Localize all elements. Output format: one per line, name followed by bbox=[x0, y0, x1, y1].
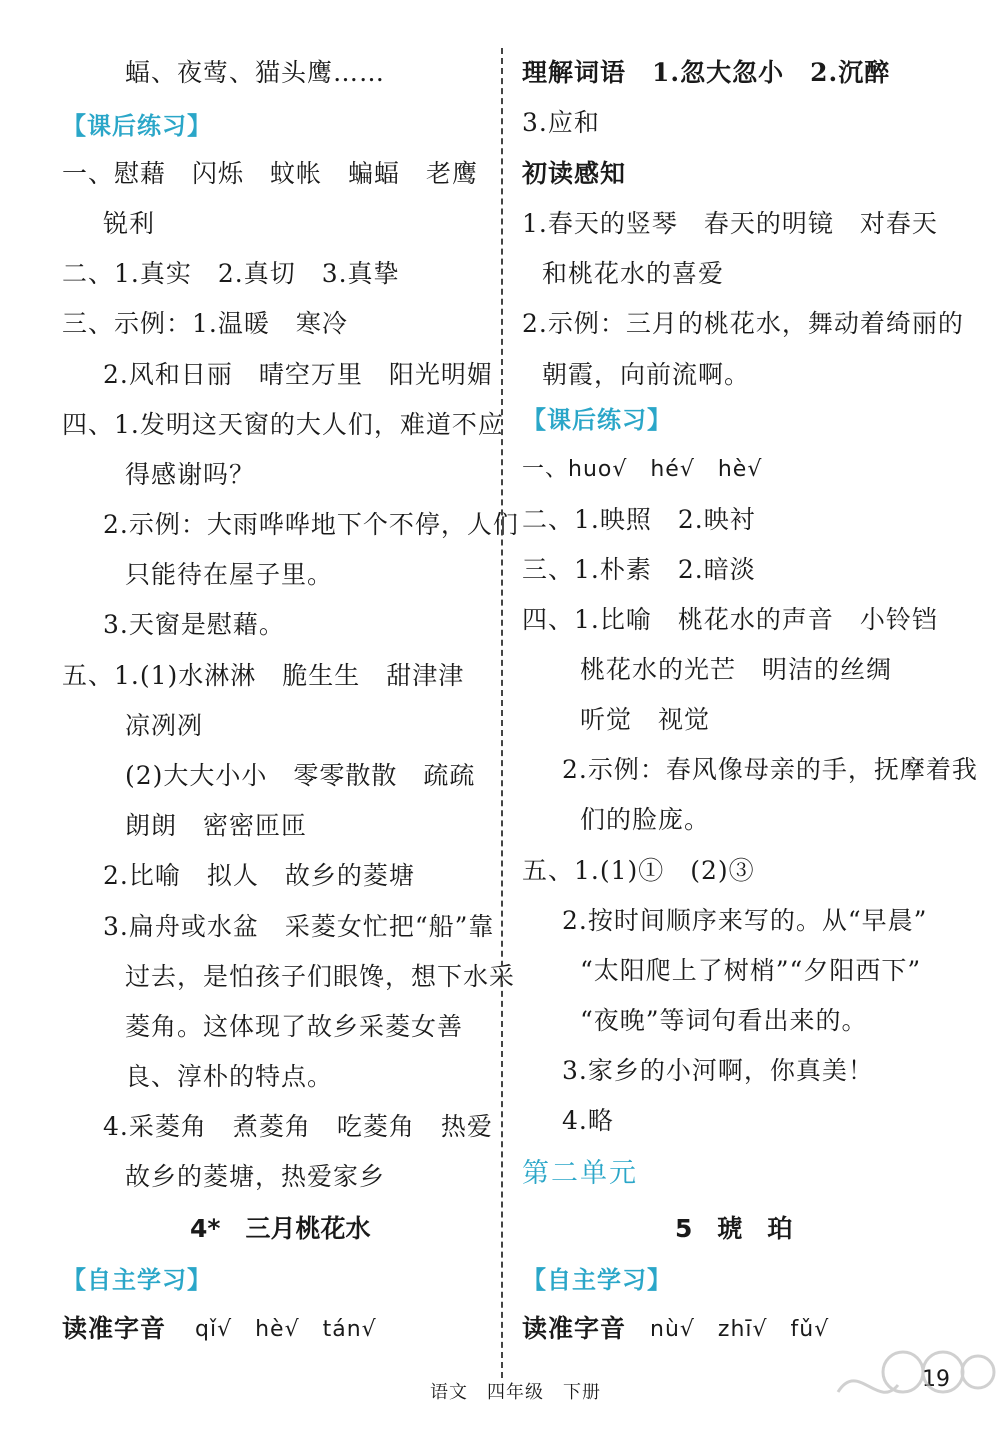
text-line: 蝠、夜莺、猫头鹰…… bbox=[125, 58, 386, 87]
text-line: 和桃花水的喜爱 bbox=[542, 259, 725, 288]
section-header-after-class-exercise: 【课后练习】 bbox=[522, 406, 672, 434]
text-line: 听觉 视觉 bbox=[580, 705, 711, 734]
pinyin-answers: qǐ√ hè√ tán√ bbox=[195, 1317, 377, 1342]
text-line: 菱角。这体现了故乡采菱女善 bbox=[125, 1012, 464, 1041]
text-line: 朝霞，向前流啊。 bbox=[542, 360, 751, 389]
section-header-after-class-exercise: 【课后练习】 bbox=[62, 112, 212, 140]
text-line: “太阳爬上了树梢”“夕阳西下” bbox=[580, 956, 922, 985]
text-line: 3.家乡的小河啊，你真美！ bbox=[562, 1056, 874, 1085]
text-line: 锐利 bbox=[103, 209, 156, 238]
understand-words: 理解词语 1.忽大忽小 2.沉醉 bbox=[522, 58, 891, 87]
text-line: (2)大大小小 零零散散 疏疏 bbox=[125, 761, 476, 790]
lesson-title: 4* 三月桃花水 bbox=[190, 1214, 371, 1243]
answer-3: 三、1.朴素 2.暗淡 bbox=[522, 555, 756, 584]
section-header-self-study: 【自主学习】 bbox=[62, 1266, 212, 1294]
unit-heading: 第二单元 bbox=[522, 1158, 638, 1189]
text-line: 1.春天的竖琴 春天的明镜 对春天 bbox=[522, 209, 938, 238]
text-line: 3.扁舟或水盆 采菱女忙把“船”靠 bbox=[103, 912, 495, 941]
answer-2: 二、1.映照 2.映衬 bbox=[522, 505, 756, 534]
text-line: 过去，是怕孩子们眼馋，想下水采 bbox=[125, 962, 516, 991]
text-line: 4.略 bbox=[562, 1106, 614, 1135]
text-line: 得感谢吗？ bbox=[125, 460, 256, 489]
page-number: 19 bbox=[922, 1367, 950, 1392]
read-pronunciation-label: 读准字音 bbox=[522, 1314, 627, 1343]
text-line: 2.示例：大雨哗哗地下个不停，人们 bbox=[103, 510, 519, 539]
text-line: “夜晚”等词句看出来的。 bbox=[580, 1006, 868, 1035]
text-line: 良、淳朴的特点。 bbox=[125, 1062, 334, 1091]
answer-2: 二、1.真实 2.真切 3.真挚 bbox=[62, 259, 400, 288]
watermark-logo-icon bbox=[818, 1340, 998, 1430]
answer-4: 四、1.比喻 桃花水的声音 小铃铛 bbox=[522, 605, 938, 634]
answer-5: 五、1.(1)① (2)③ bbox=[522, 856, 755, 885]
text-line: 凉冽冽 bbox=[125, 711, 204, 740]
text-line: 故乡的菱塘，热爱家乡 bbox=[125, 1162, 386, 1191]
read-pronunciation-label: 读准字音 bbox=[62, 1314, 167, 1343]
section-header-self-study: 【自主学习】 bbox=[522, 1266, 672, 1294]
pinyin-answers: nù√ zhī√ fǔ√ bbox=[650, 1317, 830, 1342]
text-line: 桃花水的光芒 明洁的丝绸 bbox=[580, 655, 893, 684]
text-line: 朗朗 密密匝匝 bbox=[125, 811, 308, 840]
column-divider bbox=[501, 48, 503, 1378]
page-footer: 语文 四年级 下册 bbox=[430, 1382, 601, 1403]
first-reading-heading: 初读感知 bbox=[522, 159, 627, 188]
answer-5: 五、1.(1)水淋淋 脆生生 甜津津 bbox=[62, 661, 465, 690]
answer-4: 四、1.发明这天窗的大人们，难道不应 bbox=[62, 410, 504, 439]
text-line: 2.比喻 拟人 故乡的菱塘 bbox=[103, 861, 415, 890]
text-line: 2.按时间顺序来写的。从“早晨” bbox=[562, 906, 928, 935]
text-line: 3.应和 bbox=[522, 108, 600, 137]
text-line: 2.示例：三月的桃花水，舞动着绮丽的 bbox=[522, 309, 964, 338]
lesson-title: 5 琥 珀 bbox=[675, 1214, 793, 1243]
text-line: 们的脸庞。 bbox=[580, 805, 711, 834]
text-line: 2.风和日丽 晴空万里 阳光明媚 bbox=[103, 360, 493, 389]
text-line: 只能待在屋子里。 bbox=[125, 560, 334, 589]
text-line: 4.采菱角 煮菱角 吃菱角 热爱 bbox=[103, 1112, 493, 1141]
answer-3: 三、示例：1.温暖 寒冷 bbox=[62, 309, 348, 338]
answer-1: 一、huo√ hé√ hè√ bbox=[522, 457, 763, 482]
answer-1: 一、慰藉 闪烁 蚊帐 蝙蝠 老鹰 bbox=[62, 159, 479, 188]
text-line: 2.示例：春风像母亲的手，抚摩着我 bbox=[562, 755, 978, 784]
text-line: 3.天窗是慰藉。 bbox=[103, 610, 285, 639]
